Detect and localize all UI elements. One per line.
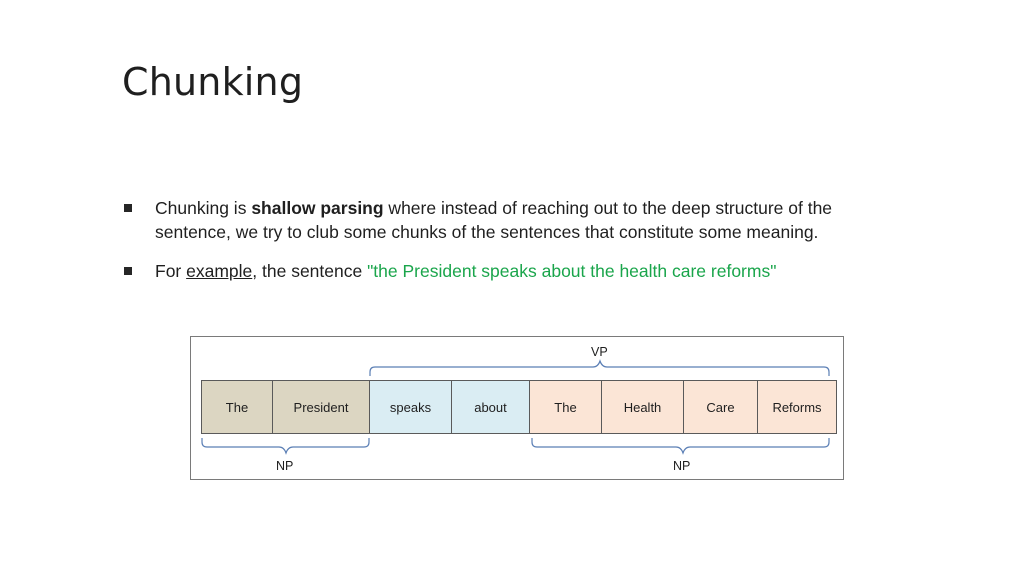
np-second-label: NP (673, 459, 691, 473)
example-link[interactable]: example (186, 261, 253, 281)
definition-text-end: where instead of reaching out to the deep structure of the sentence, we try to club some chunks of the sentences that constitute some meaning. (155, 198, 833, 242)
word-cell: President (273, 381, 370, 433)
word-cell: about (452, 381, 530, 433)
definition-text-start: Chunking is (155, 198, 252, 218)
chunking-diagram (190, 336, 844, 480)
example-sentence-quote: "the President speaks about the health care reforms" (367, 261, 777, 281)
np-first-label: NP (276, 459, 294, 473)
word-cell: speaks (370, 381, 452, 433)
vp-brace (370, 361, 829, 376)
bullet-item-definition (122, 196, 912, 244)
example-text-mid: , the sentence (252, 261, 368, 281)
definition-bold-term: shallow parsing (251, 198, 384, 218)
word-cell: Health (602, 381, 684, 433)
example-text-start: For (155, 261, 187, 281)
np-second-brace (532, 438, 829, 453)
word-cell: The (530, 381, 602, 433)
square-bullet-icon (124, 267, 132, 275)
word-cell: Reforms (758, 381, 836, 433)
np-first-brace (202, 438, 369, 453)
slide-title: Chunking (122, 60, 304, 104)
word-cell: The (202, 381, 273, 433)
vp-label: VP (591, 345, 608, 359)
square-bullet-icon (124, 204, 132, 212)
bullet-list (122, 196, 912, 283)
bullet-item-example (122, 259, 912, 283)
word-row (201, 380, 837, 434)
word-cell: Care (684, 381, 758, 433)
